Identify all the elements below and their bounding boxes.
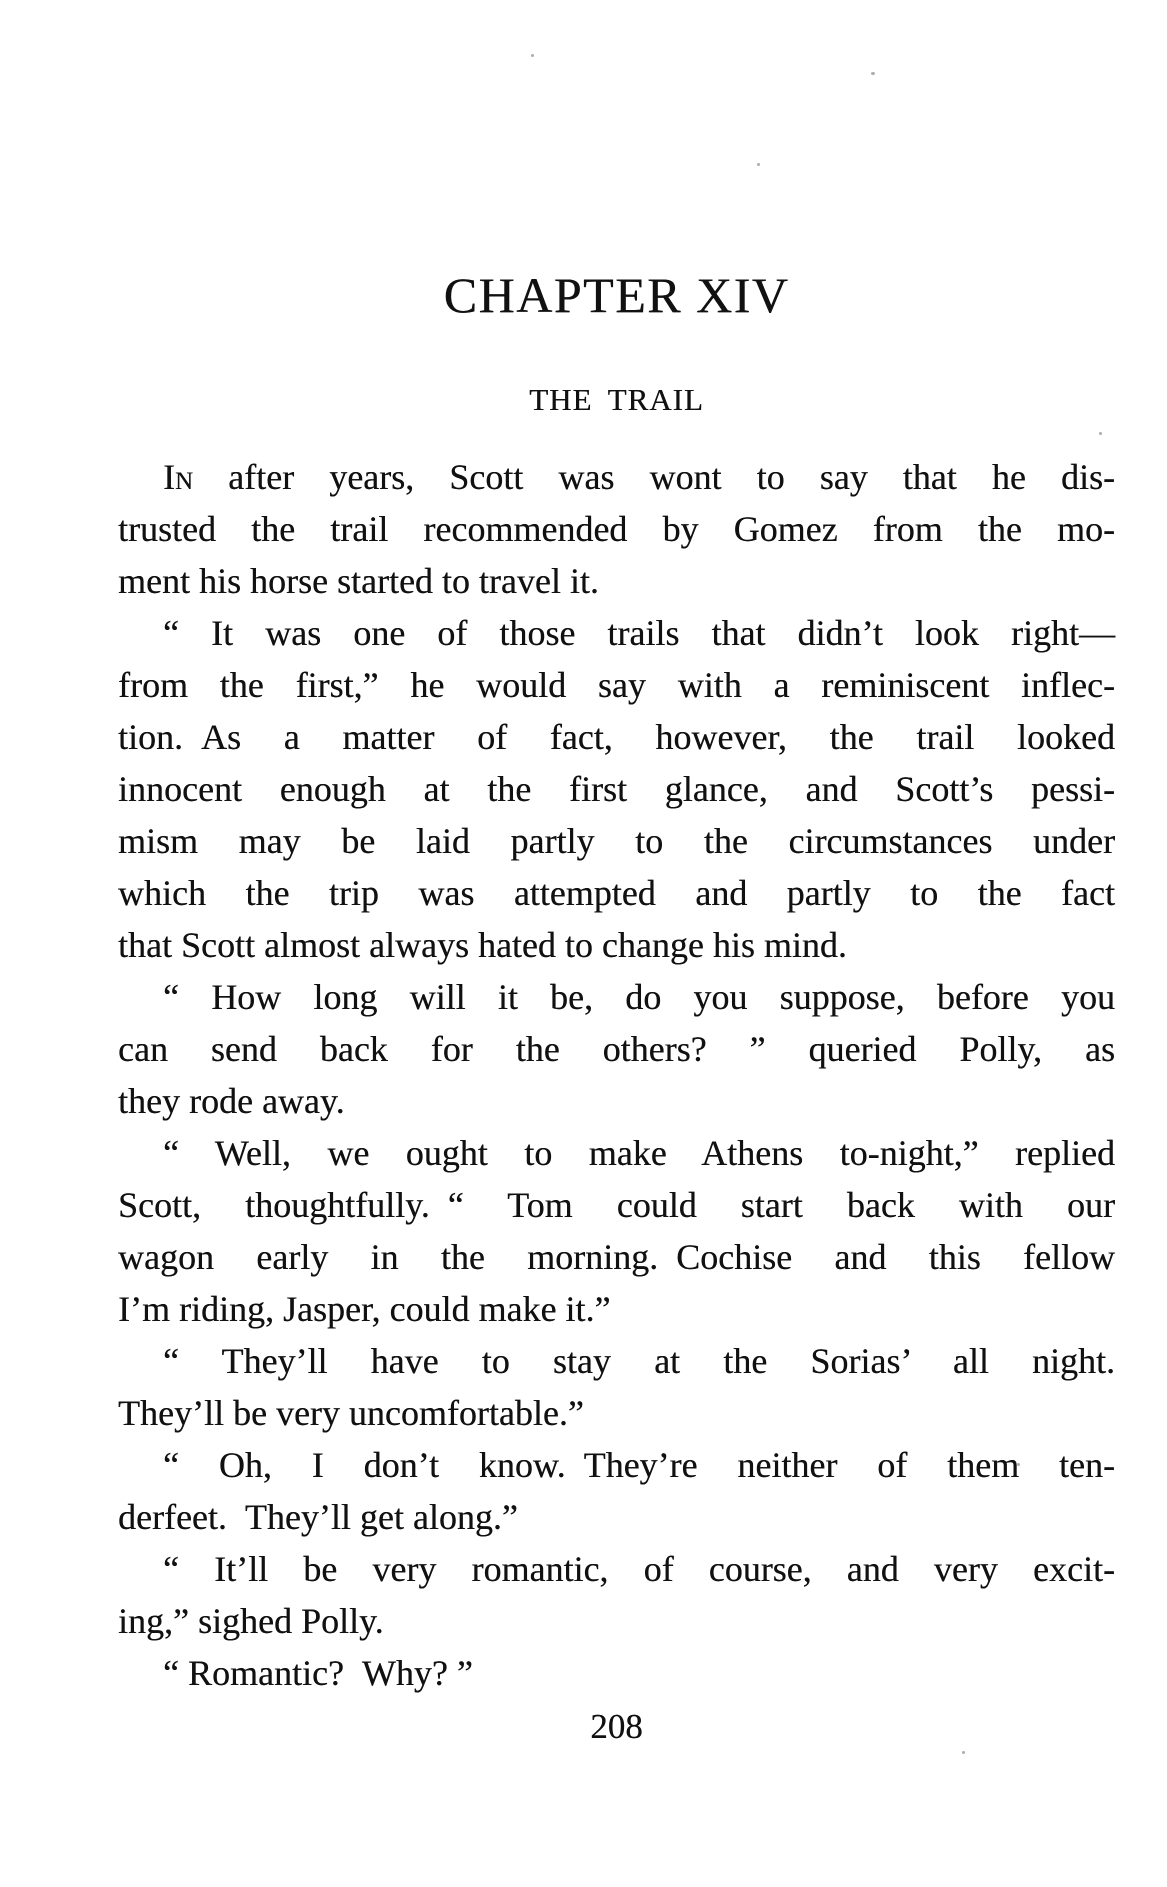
text-line: “ It’ll be very romantic, of course, and very excit- <box>163 1549 1115 1589</box>
section-title: THE TRAIL <box>529 382 704 417</box>
text-line: “ Romantic? Why? ” <box>163 1653 473 1693</box>
paragraph <box>118 1647 1115 1699</box>
text-line: “ Oh, I don’t know. They’re neither of them ten- <box>163 1445 1115 1485</box>
small-caps-lead: In <box>163 457 194 497</box>
text-line: “ Well, we ought to make Athens to-night,” replied <box>163 1133 1115 1173</box>
text-line: they rode away. <box>118 1081 345 1121</box>
page-number: 208 <box>590 1707 643 1746</box>
paragraph <box>118 1335 1115 1439</box>
text-line: ment his horse started to travel it. <box>118 561 599 601</box>
paragraph <box>118 971 1115 1127</box>
paragraph <box>118 607 1115 971</box>
paragraph <box>118 451 1115 607</box>
scan-speck <box>962 1751 965 1754</box>
text-line: from the first,” he would say with a reminiscent inflec- <box>118 665 1115 705</box>
text-line: which the trip was attempted and partly to the fact <box>118 873 1115 913</box>
text-line: can send back for the others? ” queried Polly, as <box>118 1029 1115 1069</box>
page-content <box>118 0 1115 1744</box>
text-line: trusted the trail recommended by Gomez from the mo- <box>118 509 1115 549</box>
chapter-title: CHAPTER XIV <box>443 267 790 323</box>
paragraph <box>118 1439 1115 1543</box>
paragraph <box>118 1543 1115 1647</box>
text-line: They’ll be very uncomfortable.” <box>118 1393 584 1433</box>
text-line: tion. As a matter of fact, however, the trail looked <box>118 717 1115 757</box>
text-line: “ They’ll have to stay at the Sorias’ all night. <box>163 1341 1115 1381</box>
text-line: Scott, thoughtfully. “ Tom could start back with our <box>118 1185 1115 1225</box>
text-line: that Scott almost always hated to change his mind. <box>118 925 847 965</box>
body-text <box>118 451 1115 1699</box>
text-line: “ It was one of those trails that didn’t look right— <box>163 613 1115 653</box>
text-line: innocent enough at the first glance, and Scott’s pessi- <box>118 769 1115 809</box>
text-line: In after years, Scott was wont to say that he dis- <box>163 457 1115 497</box>
text-line: ing,” sighed Polly. <box>118 1601 384 1641</box>
text-line: I’m riding, Jasper, could make it.” <box>118 1289 611 1329</box>
text-line: derfeet. They’ll get along.” <box>118 1497 518 1537</box>
text-line: mism may be laid partly to the circumstances under <box>118 821 1115 861</box>
text-line: wagon early in the morning. Cochise and this fellow <box>118 1237 1115 1277</box>
paragraph <box>118 1127 1115 1335</box>
text-line: “ How long will it be, do you suppose, before you <box>163 977 1115 1017</box>
